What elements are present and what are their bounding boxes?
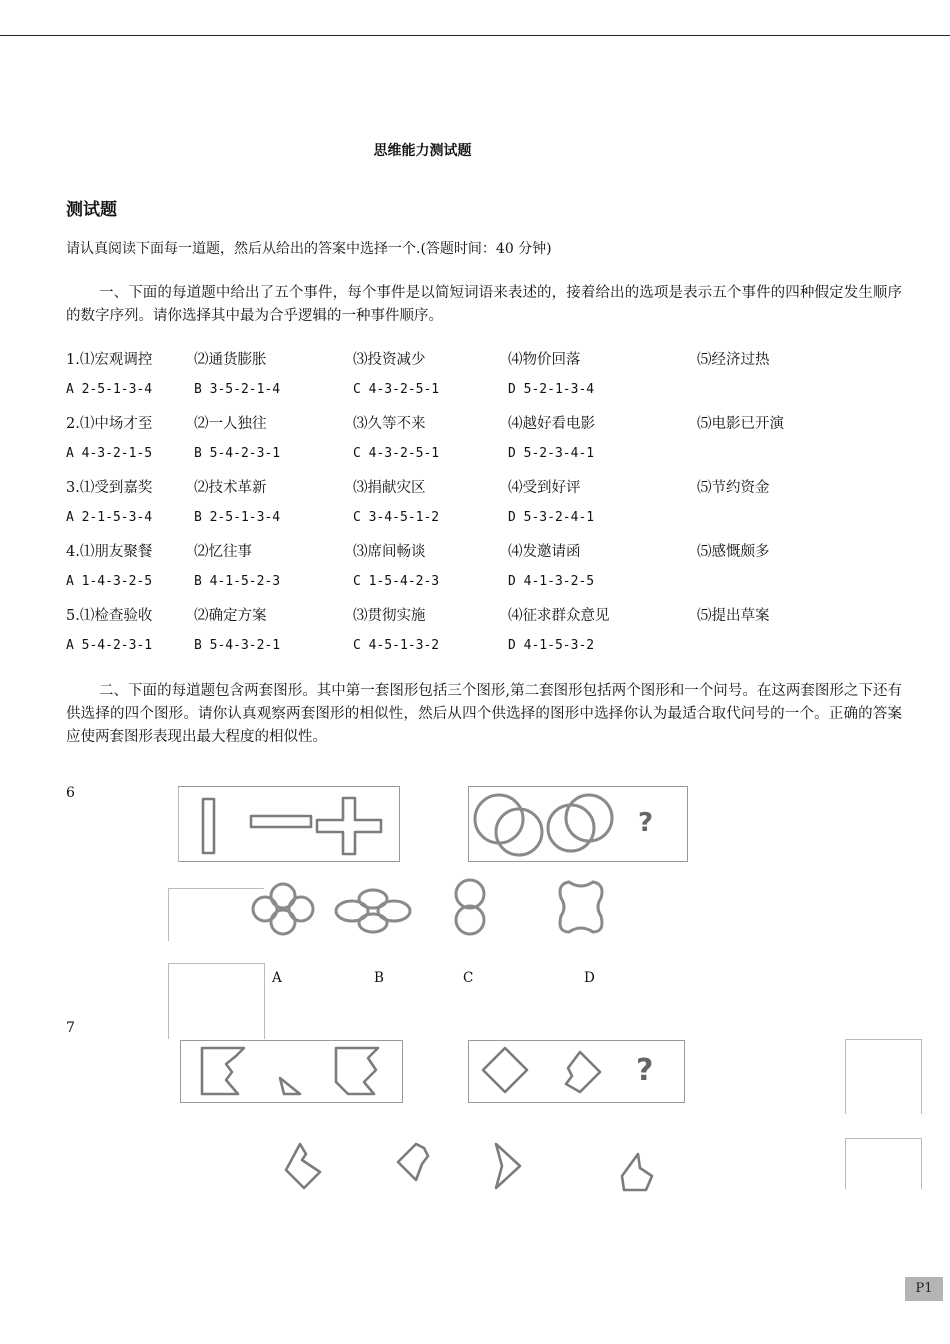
section-heading: 测试题 — [66, 200, 117, 220]
q5-event-2: ⑵确定方案 — [194, 608, 267, 624]
q4-event-1: 4.⑴朋友聚餐 — [66, 544, 153, 560]
q1-event-1: 1.⑴宏观调控 — [66, 352, 153, 368]
placeholder-frame — [845, 1138, 922, 1189]
q7-question-mark: ? — [636, 1053, 654, 1088]
q2-option-a[interactable]: A 4-3-2-1-5 — [66, 446, 153, 461]
q4-event-2: ⑵忆往事 — [194, 544, 252, 560]
q2-option-d[interactable]: D 5-2-3-4-1 — [508, 446, 595, 461]
q7-notched-square-shape — [202, 1048, 244, 1094]
q4-option-d[interactable]: D 4-1-3-2-5 — [508, 574, 595, 589]
q7-option-c-figure[interactable] — [488, 1138, 528, 1194]
q6-second-set — [468, 786, 690, 862]
intro-text: 请认真阅读下面每一道题，然后从给出的答案中选择一个.(答题时间：40 分钟) — [66, 241, 552, 257]
q6-ring-shape — [548, 805, 594, 851]
q2-event-1: 2.⑴中场才至 — [66, 416, 153, 432]
q4-option-c[interactable]: C 1-5-4-2-3 — [353, 574, 440, 589]
q5-option-d[interactable]: D 4-1-5-3-2 — [508, 638, 595, 653]
q7-option-b-figure[interactable] — [392, 1138, 440, 1188]
q5-event-3: ⑶贯彻实施 — [353, 608, 426, 624]
header-rule — [0, 35, 950, 36]
q7-small-triangle-shape — [280, 1078, 300, 1094]
q3-event-4: ⑷受到好评 — [508, 480, 581, 496]
q1-event-2: ⑵通货膨胀 — [194, 352, 267, 368]
q6-option-c-figure[interactable] — [448, 876, 492, 940]
q5-event-4: ⑷征求群众意见 — [508, 608, 610, 624]
q6-cross-shape — [317, 798, 381, 854]
q7-option-d-figure[interactable] — [616, 1148, 660, 1196]
q5-option-c[interactable]: C 4-5-1-3-2 — [353, 638, 440, 653]
q1-event-5: ⑸经济过热 — [697, 352, 770, 368]
q6-question-mark: ? — [638, 808, 654, 838]
placeholder-frame — [168, 963, 265, 1039]
page-number-badge: P1 — [905, 1277, 943, 1301]
q6-option-a-figure[interactable] — [242, 880, 324, 940]
q6-horizontal-bar-shape — [251, 816, 311, 827]
q3-option-a[interactable]: A 2-1-5-3-4 — [66, 510, 153, 525]
q2-event-2: ⑵一人独往 — [194, 416, 267, 432]
document-title: 思维能力测试题 — [373, 143, 472, 159]
q2-option-b[interactable]: B 5-4-2-3-1 — [194, 446, 281, 461]
q1-option-b[interactable]: B 3-5-2-1-4 — [194, 382, 281, 397]
q6-letter-d: D — [584, 970, 595, 986]
q6-first-set — [178, 786, 400, 862]
q7-first-set — [180, 1040, 404, 1104]
q2-option-c[interactable]: C 4-3-2-5-1 — [353, 446, 440, 461]
q2-event-4: ⑷越好看电影 — [508, 416, 595, 432]
q1-option-d[interactable]: D 5-2-1-3-4 — [508, 382, 595, 397]
q6-number: 6 — [66, 785, 75, 801]
q5-option-a[interactable]: A 5-4-2-3-1 — [66, 638, 153, 653]
q3-option-b[interactable]: B 2-5-1-3-4 — [194, 510, 281, 525]
q6-option-b-figure[interactable] — [332, 885, 414, 937]
q4-option-b[interactable]: B 4-1-5-2-3 — [194, 574, 281, 589]
q5-option-b[interactable]: B 5-4-3-2-1 — [194, 638, 281, 653]
q7-option-a-figure[interactable] — [280, 1138, 328, 1194]
q4-event-5: ⑸感慨颇多 — [697, 544, 770, 560]
q7-irregular-shape — [336, 1048, 378, 1094]
q2-event-5: ⑸电影已开演 — [697, 416, 784, 432]
q7-arrow-shape — [566, 1052, 600, 1092]
q6-option-d-figure[interactable] — [553, 876, 609, 938]
q3-event-5: ⑸节约资金 — [697, 480, 770, 496]
q1-event-4: ⑷物价回落 — [508, 352, 581, 368]
q1-option-c[interactable]: C 4-3-2-5-1 — [353, 382, 440, 397]
q7-number: 7 — [66, 1020, 75, 1036]
q4-event-4: ⑷发邀请函 — [508, 544, 581, 560]
q3-option-d[interactable]: D 5-3-2-4-1 — [508, 510, 595, 525]
placeholder-frame — [845, 1039, 922, 1114]
q5-event-1: 5.⑴检查验收 — [66, 608, 153, 624]
q2-event-3: ⑶久等不来 — [353, 416, 426, 432]
q5-event-5: ⑸提出草案 — [697, 608, 770, 624]
q6-letter-c: C — [463, 970, 474, 986]
q6-ring-shape — [566, 795, 612, 841]
q7-diamond-shape — [483, 1048, 527, 1092]
q3-event-1: 3.⑴受到嘉奖 — [66, 480, 153, 496]
q1-event-3: ⑶投资减少 — [353, 352, 426, 368]
q3-option-c[interactable]: C 3-4-5-1-2 — [353, 510, 440, 525]
q1-option-a[interactable]: A 2-5-1-3-4 — [66, 382, 153, 397]
q4-option-a[interactable]: A 1-4-3-2-5 — [66, 574, 153, 589]
q6-letter-b: B — [374, 970, 384, 986]
q4-event-3: ⑶席间畅谈 — [353, 544, 426, 560]
part2-instructions: 二、下面的每道题包含两套图形。其中第一套图形包括三个图形,第二套图形包括两个图形和一个问号。在这两套图形之下还有供选择的四个图形。请你认真观察两套图形的相似性，然后从四个供选择的图形中选择你认为最适合取代问号的一个。正确的答案应使两套图形表现出最大程度的相似性。 — [66, 683, 902, 745]
q6-vertical-bar-shape — [203, 799, 214, 853]
q3-event-2: ⑵技术革新 — [194, 480, 267, 496]
part1-instructions: 一、下面的每道题中给出了五个事件，每个事件是以简短词语来表述的，接着给出的选项是表示五个事件的四种假定发生顺序的数字序列。请你选择其中最为合乎逻辑的一种事件顺序。 — [66, 285, 902, 324]
q3-event-3: ⑶捐献灾区 — [353, 480, 426, 496]
q6-letter-a: A — [272, 970, 282, 986]
